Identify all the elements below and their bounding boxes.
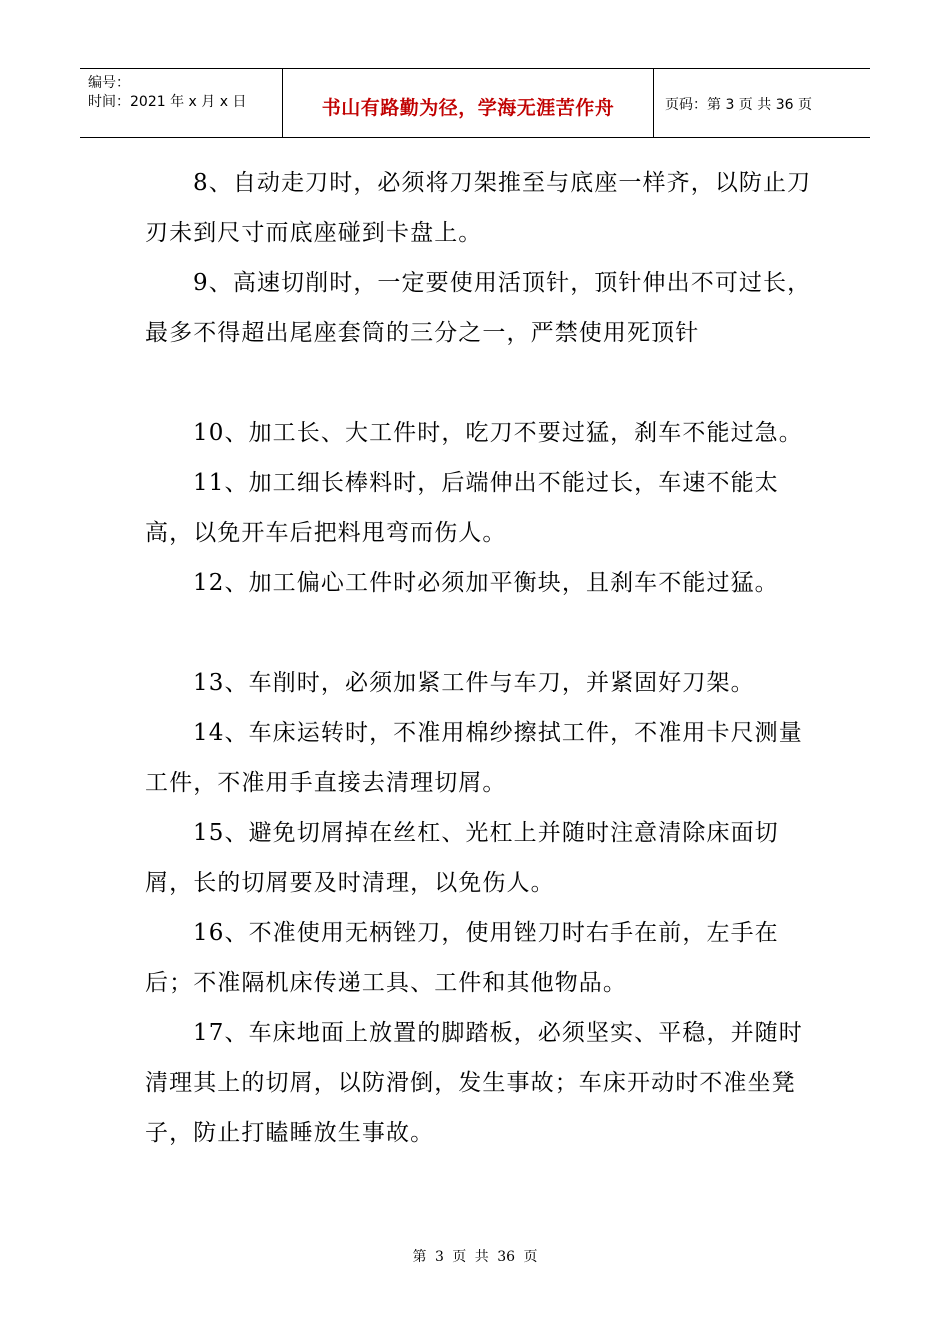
paragraph-9: 9、高速切削时，一定要使用活顶针，顶针伸出不可过长，最多不得超出尾座套筒的三分之一，严禁使用死顶针 xyxy=(145,270,812,346)
page-footer: 第 3 页 共 36 页 xyxy=(412,1249,538,1265)
header-page-info: 页码：第 3 页 共 36 页 xyxy=(665,97,812,113)
page-header xyxy=(80,68,870,138)
document-number-label: 编号： xyxy=(88,75,130,91)
paragraph-11: 11、加工细长棒料时，后端伸出不能过长，车速不能太高，以免开车后把料甩弯而伤人。 xyxy=(145,470,779,546)
header-motto-cell xyxy=(282,69,654,137)
header-motto: 书山有路勤为径，学海无涯苦作舟 xyxy=(321,97,615,119)
paragraph-12: 12、加工偏心工件时必须加平衡块，且刹车不能过猛。 xyxy=(193,570,779,596)
paragraph-15: 15、避免切屑掉在丝杠、光杠上并随时注意清除床面切屑，长的切屑要及时清理，以免伤人。 xyxy=(145,820,779,896)
spacer xyxy=(145,608,815,658)
header-page-cell xyxy=(653,69,870,137)
document-body xyxy=(145,158,815,1158)
paragraph-14: 14、车床运转时，不准用棉纱擦拭工件，不准用卡尺测量工件，不准用手直接去清理切屑。 xyxy=(145,720,803,796)
paragraph-17: 17、车床地面上放置的脚踏板，必须坚实、平稳，并随时清理其上的切屑，以防滑倒，发生事故；车床开动时不准坐凳子，防止打瞌睡放生事故。 xyxy=(145,1020,803,1146)
paragraph-8: 8、自动走刀时，必须将刀架推至与底座一样齐，以防止刀刃未到尺寸而底座碰到卡盘上。 xyxy=(145,170,812,246)
paragraph-13: 13、车削时，必须加紧工件与车刀，并紧固好刀架。 xyxy=(193,670,755,696)
spacer xyxy=(145,358,815,408)
paragraph-16: 16、不准使用无柄锉刀，使用锉刀时右手在前，左手在后；不准隔机床传递工具、工件和其他物品。 xyxy=(145,920,779,996)
header-meta xyxy=(80,69,282,137)
paragraph-10: 10、加工长、大工件时，吃刀不要过猛，刹车不能过急。 xyxy=(193,420,803,446)
document-date: 时间：2021 年 x 月 x 日 xyxy=(88,94,247,110)
